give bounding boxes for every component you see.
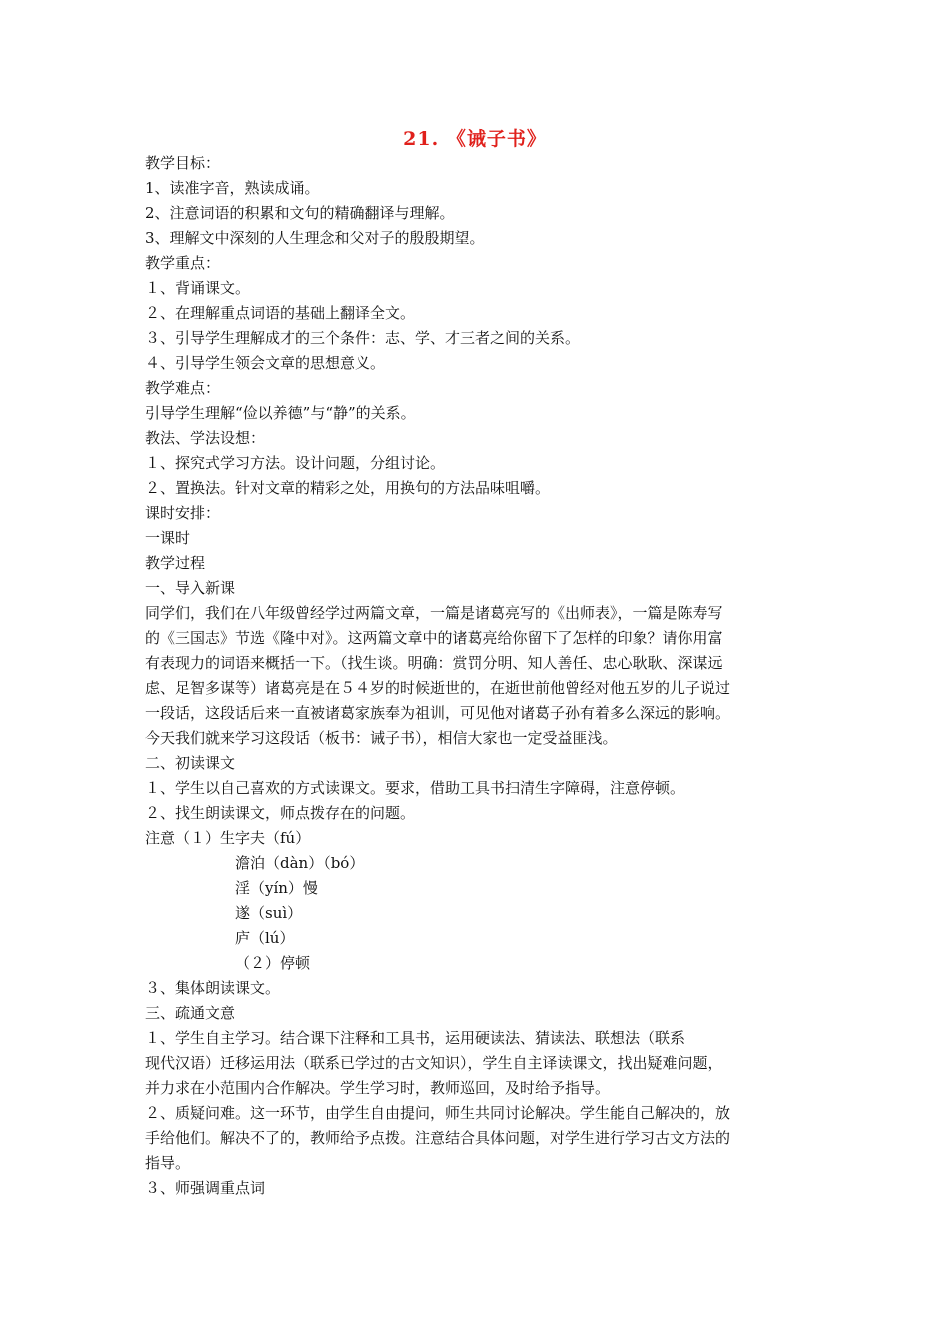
section-heading: 二、初读课文 bbox=[145, 754, 236, 772]
key-point-item: ４、引导学生领会文章的思想意义。 bbox=[145, 354, 386, 372]
note-line: 淫（yín）慢 bbox=[235, 879, 318, 897]
note-line: 注意（１）生字夫（fú） bbox=[145, 829, 311, 847]
note-line: 庐（lú） bbox=[235, 929, 295, 947]
paragraph-line: 的《三国志》节选《隆中对》。这两篇文章中的诸葛亮给你留下了怎样的印象？请你用富 bbox=[145, 629, 723, 647]
difficulty-item: 引导学生理解“俭以养德”与“静”的关系。 bbox=[145, 404, 416, 422]
key-point-item: １、背诵课文。 bbox=[145, 279, 251, 297]
key-point-item: ３、引导学生理解成才的三个条件：志、学、才三者之间的关系。 bbox=[145, 329, 581, 347]
heading-key-points: 教学重点： bbox=[145, 254, 221, 272]
heading-difficulties: 教学难点： bbox=[145, 379, 221, 397]
note-line: 遂（suì） bbox=[235, 904, 303, 922]
document-title: 21. 《诫子书》 bbox=[403, 128, 547, 150]
goal-item: 3、理解文中深刻的人生理念和父对子的殷殷期望。 bbox=[145, 229, 485, 247]
paragraph-line: 现代汉语）迁移运用法（联系已学过的古文知识），学生自主译读课文，找出疑难问题， bbox=[145, 1054, 723, 1072]
paragraph-line: 指导。 bbox=[145, 1154, 191, 1172]
method-item: ２、置换法。针对文章的精彩之处，用换句的方法品味咀嚼。 bbox=[145, 479, 551, 497]
section-heading: 三、疏通文意 bbox=[145, 1004, 236, 1022]
heading-schedule: 课时安排： bbox=[145, 504, 221, 522]
list-item: ３、师强调重点词 bbox=[145, 1179, 266, 1197]
paragraph-line: 一段话，这段话后来一直被诸葛家族奉为祖训，可见他对诸葛子孙有着多么深远的影响。 bbox=[145, 704, 731, 722]
list-item: ３、集体朗读课文。 bbox=[145, 979, 281, 997]
list-item: ２、质疑问难。这一环节，由学生自由提问，师生共同讨论解决。学生能自己解决的，放 bbox=[145, 1104, 731, 1122]
note-line: 澹泊（dàn）（bó） bbox=[235, 854, 365, 872]
paragraph-line: 手给他们。解决不了的，教师给予点拨。注意结合具体问题，对学生进行学习古文方法的 bbox=[145, 1129, 731, 1147]
method-item: １、探究式学习方法。设计问题，分组讨论。 bbox=[145, 454, 446, 472]
section-heading: 一、导入新课 bbox=[145, 579, 236, 597]
schedule-text: 一课时 bbox=[145, 529, 191, 547]
goal-item: 1、读准字音，熟读成诵。 bbox=[145, 179, 320, 197]
note-line: （２）停顿 bbox=[235, 954, 311, 972]
heading-process: 教学过程 bbox=[145, 554, 206, 572]
paragraph-line: 今天我们就来学习这段话（板书：诫子书），相信大家也一定受益匪浅。 bbox=[145, 729, 618, 747]
heading-teaching-goals: 教学目标： bbox=[145, 154, 221, 172]
list-item: １、学生自主学习。结合课下注释和工具书，运用硬读法、猜读法、联想法（联系 bbox=[145, 1029, 686, 1047]
list-item: ２、找生朗读课文，师点拨存在的问题。 bbox=[145, 804, 416, 822]
key-point-item: ２、在理解重点词语的基础上翻译全文。 bbox=[145, 304, 416, 322]
document-body bbox=[145, 151, 805, 1201]
list-item: １、学生以自己喜欢的方式读课文。要求，借助工具书扫清生字障碍，注意停顿。 bbox=[145, 779, 686, 797]
paragraph-line: 同学们，我们在八年级曾经学过两篇文章，一篇是诸葛亮写的《出师表》，一篇是陈寿写 bbox=[145, 604, 723, 622]
paragraph-line: 有表现力的词语来概括一下。（找生谈。明确：赏罚分明、知人善任、忠心耿耿、深谋远 bbox=[145, 654, 723, 672]
heading-methods: 教法、学法设想： bbox=[145, 429, 266, 447]
paragraph-line: 并力求在小范围内合作解决。学生学习时，教师巡回，及时给予指导。 bbox=[145, 1079, 611, 1097]
paragraph-line: 虑、足智多谋等）诸葛亮是在５４岁的时候逝世的，在逝世前他曾经对他五岁的儿子说过 bbox=[145, 679, 731, 697]
goal-item: 2、注意词语的积累和文句的精确翻译与理解。 bbox=[145, 204, 455, 222]
